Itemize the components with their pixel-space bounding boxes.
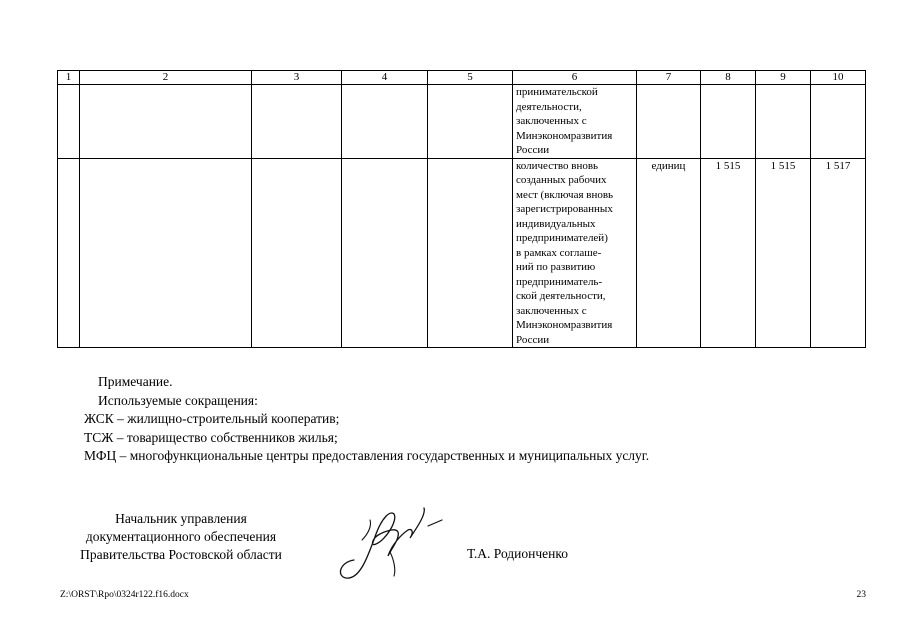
table-row <box>58 85 866 159</box>
signatory-name: Т.А. Родионченко <box>467 546 568 561</box>
col-header: 9 <box>756 71 811 85</box>
col-header: 8 <box>701 71 756 85</box>
col-header: 1 <box>58 71 80 85</box>
col-header: 7 <box>637 71 701 85</box>
unit-cell: единиц <box>637 158 701 348</box>
value-cell: 1 515 <box>701 158 756 348</box>
note-title: Примечание. <box>98 374 173 389</box>
value-cell: 1 515 <box>756 158 811 348</box>
handwritten-signature <box>332 500 447 582</box>
indicator-cell: количество вновь созданных рабочих мест (включая вновь зарегистрированных индивидуальных предпринимателей) в рамках соглаше- ний по развитию предприниматель- ской деятельности, заключенных с Минэкономразвития России <box>513 158 637 348</box>
col-header: 4 <box>342 71 428 85</box>
col-header: 6 <box>513 71 637 85</box>
note-intro: Используемые сокращения: <box>98 392 258 408</box>
col-header: 2 <box>80 71 252 85</box>
indicator-cell: принимательской деятельности, заключенных с Минэкономразвития России <box>513 85 637 159</box>
col-header: 10 <box>811 71 866 85</box>
col-header: 5 <box>428 71 513 85</box>
file-path: Z:\ORST\Rpo\0324r122.f16.docx <box>60 590 189 600</box>
abbreviation-item: ЖСК – жилищно-строительный кооператив; <box>84 411 340 426</box>
value-cell: 1 517 <box>811 158 866 348</box>
abbreviations-note <box>84 373 650 466</box>
page-number: 23 <box>856 590 866 600</box>
table-row <box>58 158 866 348</box>
abbreviation-item: МФЦ – многофункциональные центры предоставления государственных и муниципальных услуг. <box>84 448 650 463</box>
signatory-title: Начальник управления документационного обеспечения Правительства Ростовской области <box>80 511 282 562</box>
col-header: 3 <box>252 71 342 85</box>
abbreviation-item: ТСЖ – товарищество собственников жилья; <box>84 429 338 445</box>
table-header-row <box>58 71 866 85</box>
indicators-table <box>57 70 866 348</box>
